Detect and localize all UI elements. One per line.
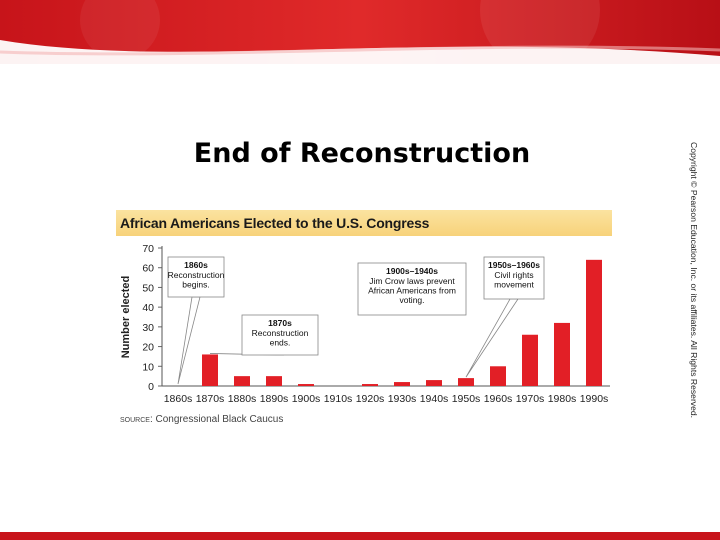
x-tick-label: 1970s [515,393,545,405]
annotation-label: 1870s [268,318,292,328]
chart-title: African Americans Elected to the U.S. Congress [120,215,430,231]
chart-source [120,414,283,425]
y-tick-label: 40 [142,302,154,315]
annotation-text: Reconstruction [251,328,309,338]
annotation-pointer [466,299,518,377]
bar [362,384,378,386]
copyright-notice: Copyright © Pearson Education, Inc. or its affiliates. All Rights Reserved. [689,142,699,419]
bar [426,380,442,386]
annotation-pointer [178,297,200,384]
annotation-label: 1900s–1940s [385,266,439,276]
y-tick-label: 50 [142,282,154,295]
x-tick-label: 1860s [163,393,193,405]
source-label: source: [120,414,153,425]
x-tick-label: 1900s [291,393,321,405]
bar [394,382,410,386]
annotation-text: voting. [399,295,425,305]
top-banner [0,0,720,64]
x-tick-label: 1930s [387,393,417,405]
chart-figure [116,210,612,428]
bar-chart [116,210,612,428]
bottom-bar [0,532,720,540]
y-tick-label: 60 [142,262,154,275]
bar [554,323,570,386]
x-tick-label: 1950s [451,393,481,405]
x-tick-label: 1870s [195,393,225,405]
bar [490,366,506,386]
x-tick-label: 1990s [579,393,609,405]
x-tick-label: 1920s [355,393,385,405]
annotation-text: Jim Crow laws prevent [369,276,455,286]
annotation-text: Reconstruction [167,270,225,280]
x-tick-label: 1890s [259,393,289,405]
bar [298,384,314,386]
y-tick-label: 30 [142,321,154,334]
banner-graphic [0,0,720,64]
bar [522,335,538,386]
x-tick-label: 1880s [227,393,257,405]
annotation-label: 1860s [184,260,208,270]
x-tick-label: 1940s [419,393,449,405]
x-tick-label: 1960s [483,393,513,405]
annotation-text: movement [494,279,534,290]
bar [202,354,218,386]
annotation-text: begins. [182,279,210,290]
x-tick-label: 1910s [323,393,353,405]
source-text: Congressional Black Caucus [155,414,284,425]
slide-title: End of Reconstruction [193,138,531,169]
bar [586,260,602,386]
annotation-text: African Americans from [368,285,456,296]
annotation-label: 1950s–1960s [487,260,541,270]
y-axis-label: Number elected [120,275,132,359]
x-tick-label: 1980s [547,393,577,405]
annotation-text: Civil rights [494,270,534,280]
annotation-text: ends. [269,337,291,348]
bar [266,376,282,386]
bar [234,376,250,386]
y-tick-label: 0 [148,381,154,393]
y-tick-label: 20 [142,341,154,354]
bar [458,378,474,386]
y-tick-label: 70 [142,243,154,255]
y-tick-label: 10 [142,361,154,374]
